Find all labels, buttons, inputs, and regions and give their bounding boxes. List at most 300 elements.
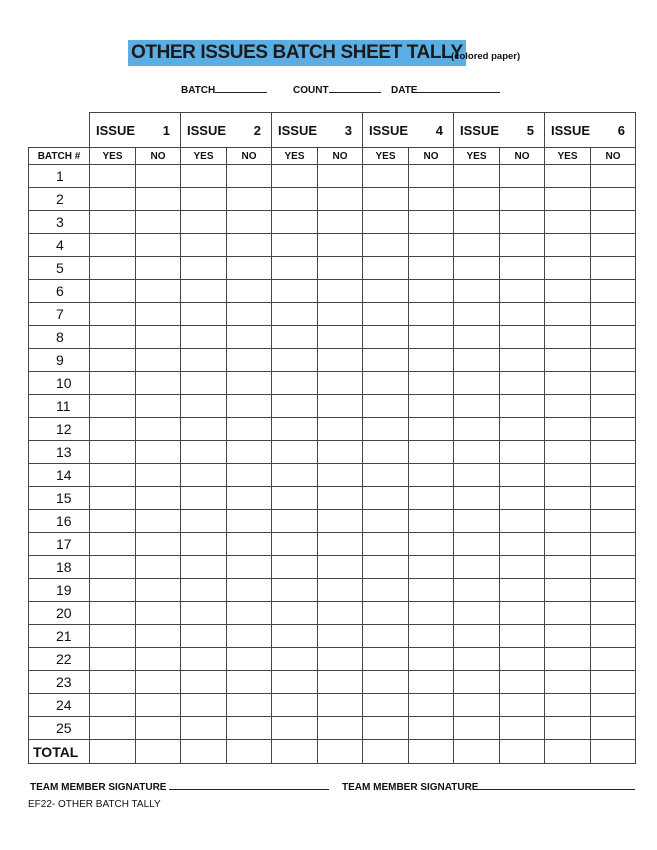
tally-cell[interactable]: [363, 372, 409, 395]
tally-cell[interactable]: [227, 188, 272, 211]
tally-cell[interactable]: [272, 464, 318, 487]
tally-cell[interactable]: [591, 303, 636, 326]
tally-cell[interactable]: [454, 694, 500, 717]
tally-cell[interactable]: [181, 510, 227, 533]
tally-cell[interactable]: [318, 556, 363, 579]
tally-cell[interactable]: [363, 418, 409, 441]
tally-cell[interactable]: [318, 418, 363, 441]
tally-cell[interactable]: [591, 487, 636, 510]
tally-cell[interactable]: [363, 280, 409, 303]
tally-cell[interactable]: [272, 441, 318, 464]
tally-cell[interactable]: [591, 602, 636, 625]
tally-cell[interactable]: [136, 533, 181, 556]
tally-cell[interactable]: [90, 395, 136, 418]
tally-cell[interactable]: [500, 510, 545, 533]
tally-cell[interactable]: [318, 395, 363, 418]
tally-cell[interactable]: [500, 717, 545, 740]
tally-cell[interactable]: [363, 602, 409, 625]
batch-field[interactable]: [181, 83, 267, 96]
tally-cell[interactable]: [409, 234, 454, 257]
tally-cell[interactable]: [227, 602, 272, 625]
tally-cell[interactable]: [591, 211, 636, 234]
tally-cell[interactable]: [90, 694, 136, 717]
tally-cell[interactable]: [454, 303, 500, 326]
tally-cell[interactable]: [181, 280, 227, 303]
total-cell[interactable]: [227, 740, 272, 764]
tally-cell[interactable]: [545, 556, 591, 579]
tally-cell[interactable]: [318, 372, 363, 395]
tally-cell[interactable]: [227, 694, 272, 717]
count-field[interactable]: [293, 83, 381, 96]
tally-cell[interactable]: [591, 418, 636, 441]
tally-cell[interactable]: [409, 372, 454, 395]
total-cell[interactable]: [181, 740, 227, 764]
tally-cell[interactable]: [90, 165, 136, 188]
tally-cell[interactable]: [272, 556, 318, 579]
tally-cell[interactable]: [545, 165, 591, 188]
tally-cell[interactable]: [227, 303, 272, 326]
tally-cell[interactable]: [454, 188, 500, 211]
tally-cell[interactable]: [227, 257, 272, 280]
tally-cell[interactable]: [545, 671, 591, 694]
tally-cell[interactable]: [500, 487, 545, 510]
tally-cell[interactable]: [500, 372, 545, 395]
tally-cell[interactable]: [136, 418, 181, 441]
tally-cell[interactable]: [181, 418, 227, 441]
tally-cell[interactable]: [545, 510, 591, 533]
tally-cell[interactable]: [136, 234, 181, 257]
tally-cell[interactable]: [136, 372, 181, 395]
tally-cell[interactable]: [272, 671, 318, 694]
tally-cell[interactable]: [136, 487, 181, 510]
tally-cell[interactable]: [591, 349, 636, 372]
tally-cell[interactable]: [363, 303, 409, 326]
tally-cell[interactable]: [409, 579, 454, 602]
tally-cell[interactable]: [591, 625, 636, 648]
date-field[interactable]: [391, 83, 500, 96]
total-cell[interactable]: [90, 740, 136, 764]
tally-cell[interactable]: [545, 625, 591, 648]
tally-cell[interactable]: [454, 717, 500, 740]
tally-cell[interactable]: [90, 717, 136, 740]
signature-line-2[interactable]: [478, 780, 635, 790]
tally-cell[interactable]: [545, 188, 591, 211]
tally-cell[interactable]: [409, 326, 454, 349]
tally-cell[interactable]: [454, 602, 500, 625]
tally-cell[interactable]: [363, 165, 409, 188]
tally-cell[interactable]: [90, 441, 136, 464]
tally-cell[interactable]: [454, 625, 500, 648]
tally-cell[interactable]: [318, 602, 363, 625]
tally-cell[interactable]: [136, 441, 181, 464]
date-line[interactable]: [417, 83, 500, 93]
tally-cell[interactable]: [90, 280, 136, 303]
tally-cell[interactable]: [318, 349, 363, 372]
tally-cell[interactable]: [500, 280, 545, 303]
tally-cell[interactable]: [591, 579, 636, 602]
batch-line[interactable]: [215, 83, 267, 93]
tally-cell[interactable]: [181, 234, 227, 257]
tally-cell[interactable]: [591, 372, 636, 395]
tally-cell[interactable]: [272, 533, 318, 556]
tally-cell[interactable]: [500, 326, 545, 349]
tally-cell[interactable]: [409, 418, 454, 441]
tally-cell[interactable]: [181, 717, 227, 740]
tally-cell[interactable]: [318, 510, 363, 533]
tally-cell[interactable]: [272, 303, 318, 326]
tally-cell[interactable]: [591, 441, 636, 464]
tally-cell[interactable]: [591, 556, 636, 579]
tally-cell[interactable]: [272, 372, 318, 395]
tally-cell[interactable]: [363, 694, 409, 717]
tally-cell[interactable]: [500, 395, 545, 418]
tally-cell[interactable]: [363, 510, 409, 533]
tally-cell[interactable]: [409, 602, 454, 625]
tally-cell[interactable]: [409, 303, 454, 326]
tally-cell[interactable]: [272, 280, 318, 303]
tally-cell[interactable]: [545, 487, 591, 510]
tally-cell[interactable]: [454, 418, 500, 441]
total-cell[interactable]: [591, 740, 636, 764]
tally-cell[interactable]: [409, 441, 454, 464]
tally-cell[interactable]: [409, 717, 454, 740]
tally-cell[interactable]: [409, 648, 454, 671]
tally-cell[interactable]: [136, 556, 181, 579]
tally-cell[interactable]: [454, 441, 500, 464]
tally-cell[interactable]: [136, 648, 181, 671]
tally-cell[interactable]: [500, 625, 545, 648]
tally-cell[interactable]: [136, 257, 181, 280]
tally-cell[interactable]: [409, 211, 454, 234]
tally-cell[interactable]: [272, 694, 318, 717]
tally-cell[interactable]: [454, 464, 500, 487]
tally-cell[interactable]: [90, 671, 136, 694]
tally-cell[interactable]: [500, 694, 545, 717]
tally-cell[interactable]: [181, 625, 227, 648]
tally-cell[interactable]: [318, 694, 363, 717]
tally-cell[interactable]: [409, 257, 454, 280]
tally-cell[interactable]: [181, 694, 227, 717]
tally-cell[interactable]: [272, 165, 318, 188]
tally-cell[interactable]: [227, 625, 272, 648]
tally-cell[interactable]: [136, 625, 181, 648]
tally-cell[interactable]: [409, 395, 454, 418]
tally-cell[interactable]: [90, 234, 136, 257]
tally-cell[interactable]: [545, 257, 591, 280]
tally-cell[interactable]: [136, 464, 181, 487]
tally-cell[interactable]: [454, 280, 500, 303]
tally-cell[interactable]: [318, 280, 363, 303]
tally-cell[interactable]: [181, 211, 227, 234]
count-line[interactable]: [329, 83, 381, 93]
tally-cell[interactable]: [500, 418, 545, 441]
tally-cell[interactable]: [227, 395, 272, 418]
tally-cell[interactable]: [363, 257, 409, 280]
tally-cell[interactable]: [136, 717, 181, 740]
tally-cell[interactable]: [409, 510, 454, 533]
tally-cell[interactable]: [318, 533, 363, 556]
tally-cell[interactable]: [409, 694, 454, 717]
tally-cell[interactable]: [500, 556, 545, 579]
tally-cell[interactable]: [227, 234, 272, 257]
tally-cell[interactable]: [227, 326, 272, 349]
tally-cell[interactable]: [545, 418, 591, 441]
tally-cell[interactable]: [181, 671, 227, 694]
tally-cell[interactable]: [363, 211, 409, 234]
tally-cell[interactable]: [181, 556, 227, 579]
tally-cell[interactable]: [227, 671, 272, 694]
tally-cell[interactable]: [363, 326, 409, 349]
tally-cell[interactable]: [454, 257, 500, 280]
tally-cell[interactable]: [227, 648, 272, 671]
tally-cell[interactable]: [591, 257, 636, 280]
tally-cell[interactable]: [227, 510, 272, 533]
tally-cell[interactable]: [409, 671, 454, 694]
tally-cell[interactable]: [90, 625, 136, 648]
tally-cell[interactable]: [227, 349, 272, 372]
tally-cell[interactable]: [591, 326, 636, 349]
tally-cell[interactable]: [545, 602, 591, 625]
tally-cell[interactable]: [318, 211, 363, 234]
tally-cell[interactable]: [454, 165, 500, 188]
tally-cell[interactable]: [591, 165, 636, 188]
tally-cell[interactable]: [545, 280, 591, 303]
tally-cell[interactable]: [136, 349, 181, 372]
tally-cell[interactable]: [454, 395, 500, 418]
tally-cell[interactable]: [136, 326, 181, 349]
tally-cell[interactable]: [591, 648, 636, 671]
tally-cell[interactable]: [90, 418, 136, 441]
tally-cell[interactable]: [181, 372, 227, 395]
tally-cell[interactable]: [181, 441, 227, 464]
tally-cell[interactable]: [272, 211, 318, 234]
tally-cell[interactable]: [272, 395, 318, 418]
tally-cell[interactable]: [90, 533, 136, 556]
tally-cell[interactable]: [272, 579, 318, 602]
tally-cell[interactable]: [90, 648, 136, 671]
tally-cell[interactable]: [318, 441, 363, 464]
tally-cell[interactable]: [545, 234, 591, 257]
tally-cell[interactable]: [363, 234, 409, 257]
tally-cell[interactable]: [318, 165, 363, 188]
tally-cell[interactable]: [318, 303, 363, 326]
tally-cell[interactable]: [90, 464, 136, 487]
tally-cell[interactable]: [181, 579, 227, 602]
tally-cell[interactable]: [454, 211, 500, 234]
tally-cell[interactable]: [181, 464, 227, 487]
tally-cell[interactable]: [136, 188, 181, 211]
tally-cell[interactable]: [136, 165, 181, 188]
tally-cell[interactable]: [409, 533, 454, 556]
tally-cell[interactable]: [363, 188, 409, 211]
tally-cell[interactable]: [136, 211, 181, 234]
tally-cell[interactable]: [454, 579, 500, 602]
tally-cell[interactable]: [90, 257, 136, 280]
tally-cell[interactable]: [318, 464, 363, 487]
tally-cell[interactable]: [409, 165, 454, 188]
total-cell[interactable]: [136, 740, 181, 764]
tally-cell[interactable]: [500, 464, 545, 487]
total-cell[interactable]: [318, 740, 363, 764]
tally-cell[interactable]: [545, 717, 591, 740]
tally-cell[interactable]: [227, 717, 272, 740]
tally-cell[interactable]: [136, 579, 181, 602]
tally-cell[interactable]: [454, 234, 500, 257]
tally-cell[interactable]: [500, 234, 545, 257]
tally-cell[interactable]: [136, 395, 181, 418]
tally-cell[interactable]: [363, 395, 409, 418]
tally-cell[interactable]: [591, 188, 636, 211]
tally-cell[interactable]: [454, 533, 500, 556]
tally-cell[interactable]: [90, 579, 136, 602]
tally-cell[interactable]: [454, 326, 500, 349]
total-cell[interactable]: [454, 740, 500, 764]
tally-cell[interactable]: [272, 648, 318, 671]
tally-cell[interactable]: [545, 579, 591, 602]
tally-cell[interactable]: [272, 234, 318, 257]
tally-cell[interactable]: [454, 349, 500, 372]
tally-cell[interactable]: [454, 671, 500, 694]
tally-cell[interactable]: [409, 280, 454, 303]
tally-cell[interactable]: [545, 648, 591, 671]
tally-cell[interactable]: [545, 349, 591, 372]
tally-cell[interactable]: [227, 211, 272, 234]
tally-cell[interactable]: [409, 464, 454, 487]
tally-cell[interactable]: [545, 395, 591, 418]
tally-cell[interactable]: [591, 510, 636, 533]
tally-cell[interactable]: [181, 349, 227, 372]
tally-cell[interactable]: [272, 188, 318, 211]
tally-cell[interactable]: [227, 556, 272, 579]
tally-cell[interactable]: [272, 418, 318, 441]
tally-cell[interactable]: [454, 487, 500, 510]
tally-cell[interactable]: [181, 326, 227, 349]
tally-cell[interactable]: [227, 280, 272, 303]
tally-cell[interactable]: [181, 533, 227, 556]
tally-cell[interactable]: [90, 602, 136, 625]
tally-cell[interactable]: [409, 487, 454, 510]
tally-cell[interactable]: [318, 257, 363, 280]
tally-cell[interactable]: [591, 395, 636, 418]
tally-cell[interactable]: [272, 625, 318, 648]
tally-cell[interactable]: [136, 694, 181, 717]
tally-cell[interactable]: [181, 303, 227, 326]
tally-cell[interactable]: [272, 487, 318, 510]
tally-cell[interactable]: [591, 464, 636, 487]
tally-cell[interactable]: [136, 280, 181, 303]
tally-cell[interactable]: [363, 349, 409, 372]
tally-cell[interactable]: [500, 579, 545, 602]
tally-cell[interactable]: [500, 349, 545, 372]
tally-cell[interactable]: [90, 188, 136, 211]
tally-cell[interactable]: [272, 257, 318, 280]
tally-cell[interactable]: [545, 211, 591, 234]
tally-cell[interactable]: [90, 510, 136, 533]
tally-cell[interactable]: [591, 533, 636, 556]
tally-cell[interactable]: [500, 533, 545, 556]
tally-cell[interactable]: [136, 671, 181, 694]
tally-cell[interactable]: [500, 257, 545, 280]
tally-cell[interactable]: [227, 165, 272, 188]
tally-cell[interactable]: [272, 717, 318, 740]
signature-field-2[interactable]: [342, 780, 635, 793]
tally-cell[interactable]: [500, 441, 545, 464]
tally-cell[interactable]: [500, 303, 545, 326]
tally-cell[interactable]: [181, 395, 227, 418]
tally-cell[interactable]: [500, 211, 545, 234]
tally-cell[interactable]: [181, 648, 227, 671]
tally-cell[interactable]: [545, 303, 591, 326]
tally-cell[interactable]: [272, 326, 318, 349]
tally-cell[interactable]: [545, 372, 591, 395]
tally-cell[interactable]: [454, 510, 500, 533]
total-cell[interactable]: [272, 740, 318, 764]
tally-cell[interactable]: [318, 326, 363, 349]
tally-cell[interactable]: [272, 510, 318, 533]
tally-cell[interactable]: [227, 441, 272, 464]
tally-cell[interactable]: [409, 556, 454, 579]
tally-cell[interactable]: [227, 533, 272, 556]
total-cell[interactable]: [500, 740, 545, 764]
tally-cell[interactable]: [363, 717, 409, 740]
tally-cell[interactable]: [545, 533, 591, 556]
tally-cell[interactable]: [227, 372, 272, 395]
tally-cell[interactable]: [500, 165, 545, 188]
tally-cell[interactable]: [591, 234, 636, 257]
total-cell[interactable]: [545, 740, 591, 764]
total-cell[interactable]: [363, 740, 409, 764]
total-cell[interactable]: [409, 740, 454, 764]
tally-cell[interactable]: [363, 556, 409, 579]
tally-cell[interactable]: [318, 579, 363, 602]
tally-cell[interactable]: [318, 487, 363, 510]
tally-cell[interactable]: [363, 533, 409, 556]
tally-cell[interactable]: [363, 625, 409, 648]
tally-cell[interactable]: [136, 303, 181, 326]
tally-cell[interactable]: [409, 188, 454, 211]
tally-cell[interactable]: [591, 694, 636, 717]
tally-cell[interactable]: [409, 349, 454, 372]
tally-cell[interactable]: [545, 441, 591, 464]
tally-cell[interactable]: [363, 671, 409, 694]
tally-cell[interactable]: [500, 648, 545, 671]
tally-cell[interactable]: [227, 579, 272, 602]
tally-cell[interactable]: [136, 510, 181, 533]
tally-cell[interactable]: [181, 188, 227, 211]
tally-cell[interactable]: [227, 418, 272, 441]
tally-cell[interactable]: [90, 326, 136, 349]
tally-cell[interactable]: [591, 280, 636, 303]
tally-cell[interactable]: [500, 188, 545, 211]
tally-cell[interactable]: [90, 211, 136, 234]
tally-cell[interactable]: [454, 556, 500, 579]
tally-cell[interactable]: [181, 602, 227, 625]
tally-cell[interactable]: [591, 671, 636, 694]
tally-cell[interactable]: [500, 602, 545, 625]
tally-cell[interactable]: [272, 349, 318, 372]
signature-field-1[interactable]: [30, 780, 329, 793]
tally-cell[interactable]: [181, 487, 227, 510]
tally-cell[interactable]: [318, 671, 363, 694]
tally-cell[interactable]: [363, 487, 409, 510]
tally-cell[interactable]: [90, 556, 136, 579]
tally-cell[interactable]: [363, 648, 409, 671]
tally-cell[interactable]: [545, 694, 591, 717]
tally-cell[interactable]: [318, 188, 363, 211]
tally-cell[interactable]: [90, 372, 136, 395]
tally-cell[interactable]: [363, 441, 409, 464]
tally-cell[interactable]: [318, 648, 363, 671]
